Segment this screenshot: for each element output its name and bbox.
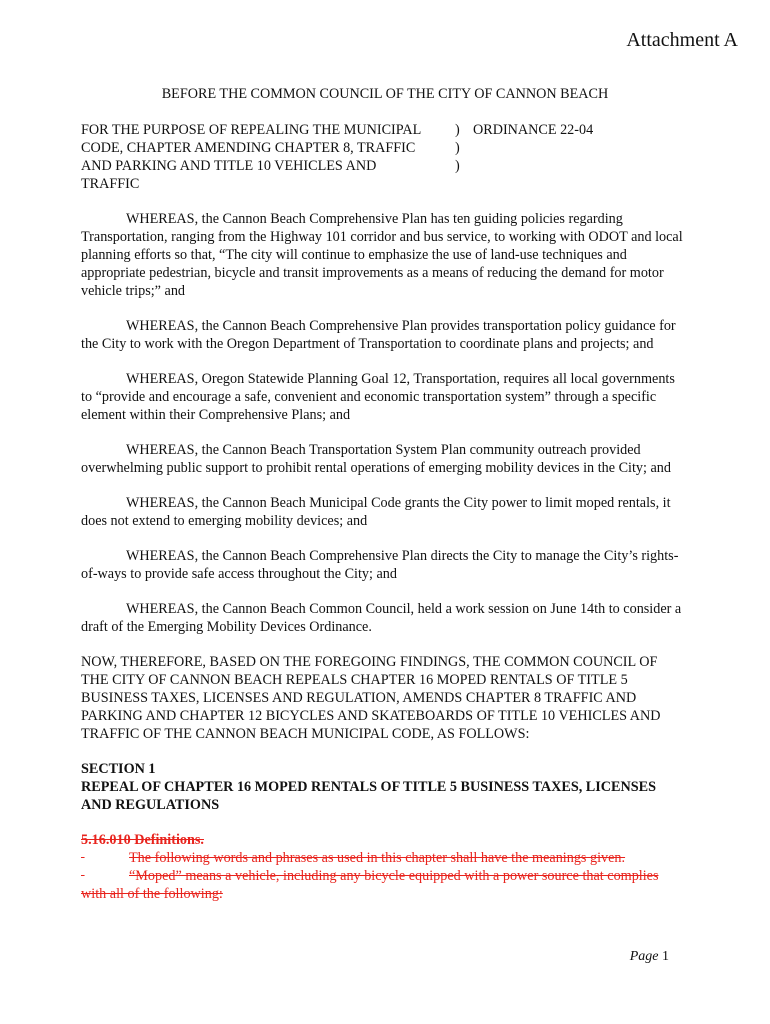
whereas-paragraph: WHEREAS, the Cannon Beach Common Council, held a work session on June 14th to consider a draft of the Emerging Mobility Devices Ordinance. bbox=[81, 601, 682, 635]
ordinance-number: ORDINANCE 22-04 bbox=[473, 122, 594, 138]
whereas-paragraph: WHEREAS, the Cannon Beach Comprehensive Plan provides transportation policy guidance for the City to work with the Oregon Department of Transportation to coordinate plans and projects; and bbox=[81, 318, 676, 352]
section-number: SECTION 1 bbox=[81, 761, 156, 777]
now-therefore-paragraph: NOW, THEREFORE, BASED ON THE FOREGOING FINDINGS, THE COMMON COUNCIL OF THE CITY OF CANNON BEACH REPEALS CHAPTER 16 MOPED RENTALS OF TITLE 5 BUSINESS TAXES, LICENSES AND REGULATION, AMENDS CHAPTER 8 TRAFFIC AND PARKING AND CHAPTER 12 BICYCLES AND SKATEBOARDS OF TITLE 10 VEHICLES AND TRAFFIC OF THE CANNON BEACH MUNICIPAL CODE, AS FOLLOWS: bbox=[81, 654, 661, 742]
caption-line: AND PARKING AND TITLE 10 VEHICLES AND bbox=[81, 158, 377, 174]
page-label: Page bbox=[629, 949, 659, 964]
struck-definitions bbox=[81, 831, 686, 903]
page-number: 1 bbox=[662, 949, 669, 964]
struck-text: The following words and phrases as used in this chapter shall have the meanings given. bbox=[129, 850, 626, 866]
section-heading bbox=[81, 760, 686, 814]
caption-line: CODE, CHAPTER AMENDING CHAPTER 8, TRAFFIC bbox=[81, 140, 416, 156]
caption-paren: ) bbox=[455, 158, 460, 174]
caption-line: FOR THE PURPOSE OF REPEALING THE MUNICIPAL bbox=[81, 122, 422, 138]
whereas-paragraph: WHEREAS, the Cannon Beach Comprehensive Plan has ten guiding policies regarding Transportation, ranging from the Highway 101 corridor and bus service, to working with ODOT and local planning efforts so that, “The city will continue to emphasize the use of land-use techniques and appropriate pedestrian, bicycle and transit improvements as a means of reducing the demand for motor vehicle trips;” and bbox=[81, 211, 683, 299]
page-footer bbox=[630, 948, 669, 966]
struck-indent bbox=[81, 849, 129, 867]
whereas-paragraph: WHEREAS, the Cannon Beach Transportation System Plan community outreach provided overwhelming public support to prohibit rental operations of emerging mobility devices in the City; and bbox=[81, 442, 671, 476]
caption-paren: ) bbox=[455, 140, 460, 156]
struck-heading: 5.16.010 Definitions. bbox=[81, 832, 204, 848]
section-title: REPEAL OF CHAPTER 16 MOPED RENTALS OF TITLE 5 BUSINESS TAXES, LICENSES AND REGULATIONS bbox=[81, 779, 656, 813]
struck-text: “Moped” means a vehicle, including any bicycle equipped with a power source that complies with all of the following: bbox=[81, 868, 659, 902]
document-body bbox=[81, 210, 686, 903]
whereas-paragraph: WHEREAS, the Cannon Beach Comprehensive Plan directs the City to manage the City’s rights-of-ways to provide safe access throughout the City; and bbox=[81, 548, 679, 582]
caption-parens bbox=[455, 121, 467, 175]
whereas-paragraph: WHEREAS, Oregon Statewide Planning Goal 12, Transportation, requires all local governments to “provide and encourage a safe, convenient and economic transportation system” through a specific element within their Comprehensive Plans; and bbox=[81, 371, 675, 423]
whereas-paragraph: WHEREAS, the Cannon Beach Municipal Code grants the City power to limit moped rentals, it does not extend to emerging mobility devices; and bbox=[81, 495, 671, 529]
struck-line bbox=[81, 867, 686, 903]
attachment-label: Attachment A bbox=[626, 29, 738, 51]
caption-paren: ) bbox=[455, 122, 460, 138]
struck-line bbox=[81, 849, 686, 867]
caption-purpose bbox=[81, 121, 451, 193]
council-heading: BEFORE THE COMMON COUNCIL OF THE CITY OF CANNON BEACH bbox=[161, 86, 609, 102]
struck-indent bbox=[81, 867, 129, 885]
caption-line: TRAFFIC bbox=[81, 176, 140, 192]
